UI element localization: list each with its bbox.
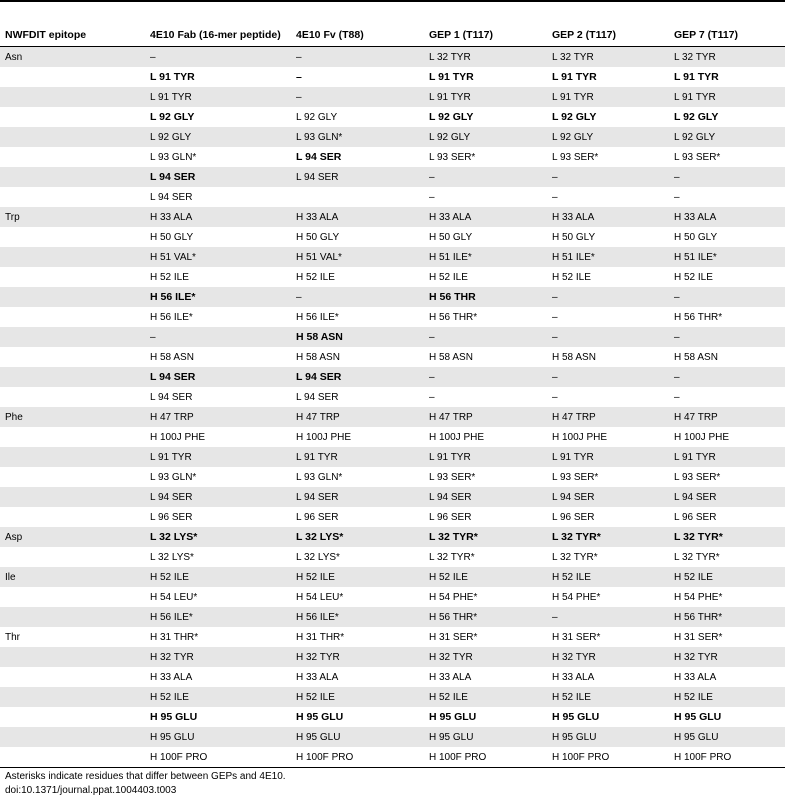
table-row bbox=[0, 587, 785, 607]
residue-cell: L 91 TYR bbox=[429, 71, 474, 83]
residue-cell: – bbox=[429, 391, 435, 403]
table-row bbox=[0, 647, 785, 667]
residue-cell: H 33 ALA bbox=[296, 671, 339, 683]
col-header: GEP 7 (T117) bbox=[669, 24, 785, 47]
epitope-cell bbox=[0, 467, 145, 487]
residue-cell: L 94 SER bbox=[145, 367, 291, 387]
residue-cell: – bbox=[547, 607, 669, 627]
residue-cell: H 31 THR* bbox=[150, 631, 199, 643]
residue-cell: H 31 SER* bbox=[429, 631, 478, 643]
residue-cell: L 93 GLN* bbox=[296, 471, 343, 483]
residue-cell: – bbox=[552, 311, 558, 323]
table-row bbox=[0, 487, 785, 507]
residue-cell: H 52 ILE bbox=[674, 271, 713, 283]
residue-cell: L 93 SER* bbox=[552, 151, 599, 163]
epitope-cell bbox=[0, 227, 145, 247]
residue-cell: H 56 THR* bbox=[674, 311, 723, 323]
residue-cell: – bbox=[145, 47, 291, 68]
residue-cell: H 56 ILE* bbox=[145, 607, 291, 627]
residue-cell: L 94 SER bbox=[291, 487, 424, 507]
residue-cell: H 51 VAL* bbox=[145, 247, 291, 267]
residue-cell: L 96 SER bbox=[150, 511, 193, 523]
doi-line: doi:10.1371/journal.ppat.1004403.t003 bbox=[5, 785, 177, 796]
table-row bbox=[0, 207, 785, 227]
residue-cell: H 52 ILE bbox=[547, 567, 669, 587]
residue-cell: H 33 ALA bbox=[669, 207, 785, 227]
residue-cell: H 56 ILE* bbox=[145, 287, 291, 307]
epitope-cell: Ile bbox=[0, 567, 145, 587]
residue-cell: H 52 ILE bbox=[669, 567, 785, 587]
residue-cell: L 94 SER bbox=[296, 151, 342, 163]
residue-cell: H 33 ALA bbox=[291, 207, 424, 227]
residue-cell: L 92 GLY bbox=[429, 111, 474, 123]
epitope-table bbox=[0, 24, 785, 768]
table-row bbox=[0, 307, 785, 327]
residue-cell: L 91 TYR bbox=[291, 447, 424, 467]
residue-cell: H 50 GLY bbox=[150, 231, 194, 243]
residue-cell: L 92 GLY bbox=[674, 111, 719, 123]
residue-cell: L 93 SER* bbox=[552, 471, 599, 483]
residue-cell: H 33 ALA bbox=[145, 207, 291, 227]
residue-cell: H 100J PHE bbox=[150, 431, 206, 443]
residue-cell: – bbox=[296, 71, 302, 83]
table-row bbox=[0, 47, 785, 68]
residue-cell: H 56 THR bbox=[424, 287, 547, 307]
table-body bbox=[0, 47, 785, 768]
residue-cell: H 56 THR* bbox=[669, 607, 785, 627]
epitope-cell bbox=[0, 167, 145, 187]
residue-cell: L 32 TYR bbox=[669, 47, 785, 68]
table-row bbox=[0, 87, 785, 107]
residue-cell: L 32 TYR* bbox=[669, 527, 785, 547]
residue-cell: H 56 THR* bbox=[429, 311, 478, 323]
residue-cell: – bbox=[669, 167, 785, 187]
residue-cell: H 52 ILE bbox=[429, 271, 468, 283]
col-header: GEP 1 (T117) bbox=[424, 24, 547, 47]
table-row bbox=[0, 747, 785, 768]
residue-cell: H 58 ASN bbox=[674, 351, 718, 363]
table-row bbox=[0, 687, 785, 707]
table-row bbox=[0, 167, 785, 187]
table-row bbox=[0, 247, 785, 267]
residue-cell: – bbox=[291, 47, 424, 68]
epitope-cell bbox=[0, 667, 145, 687]
epitope-cell bbox=[0, 187, 145, 207]
residue-cell: H 47 TRP bbox=[669, 407, 785, 427]
epitope-cell: Asn bbox=[0, 47, 145, 68]
epitope-cell bbox=[0, 327, 145, 347]
residue-cell bbox=[291, 187, 424, 207]
residue-cell: – bbox=[669, 287, 785, 307]
residue-cell: H 52 ILE bbox=[669, 687, 785, 707]
epitope-cell bbox=[0, 387, 145, 407]
residue-cell: H 47 TRP bbox=[424, 407, 547, 427]
residue-cell: L 92 GLY bbox=[424, 127, 547, 147]
table-row bbox=[0, 667, 785, 687]
residue-cell: H 31 THR* bbox=[296, 631, 345, 643]
residue-cell: L 94 SER bbox=[547, 487, 669, 507]
residue-cell: – bbox=[291, 287, 424, 307]
epitope-cell bbox=[0, 507, 145, 527]
residue-cell: – bbox=[145, 327, 291, 347]
residue-cell: L 92 GLY bbox=[669, 127, 785, 147]
residue-cell: – bbox=[669, 367, 785, 387]
residue-cell: L 32 TYR bbox=[424, 47, 547, 68]
residue-cell: L 91 TYR bbox=[547, 447, 669, 467]
residue-cell: L 91 TYR bbox=[552, 71, 597, 83]
residue-cell: – bbox=[424, 327, 547, 347]
table-row bbox=[0, 67, 785, 87]
epitope-cell bbox=[0, 487, 145, 507]
table-footnote: Asterisks indicate residues that differ between GEPs and 4E10. bbox=[5, 771, 286, 782]
residue-cell: – bbox=[547, 327, 669, 347]
epitope-cell bbox=[0, 267, 145, 287]
residue-cell: – bbox=[674, 391, 680, 403]
table-row bbox=[0, 387, 785, 407]
epitope-cell bbox=[0, 367, 145, 387]
residue-cell: H 100F PRO bbox=[145, 747, 291, 768]
table-row bbox=[0, 227, 785, 247]
residue-cell: H 95 GLU bbox=[669, 727, 785, 747]
table-row bbox=[0, 607, 785, 627]
residue-cell: H 52 ILE bbox=[424, 567, 547, 587]
residue-cell: H 33 ALA bbox=[424, 207, 547, 227]
residue-cell: H 47 TRP bbox=[291, 407, 424, 427]
residue-cell: H 58 ASN bbox=[429, 351, 473, 363]
residue-cell: H 50 GLY bbox=[296, 231, 340, 243]
residue-cell: – bbox=[424, 167, 547, 187]
residue-cell: H 33 ALA bbox=[429, 671, 472, 683]
residue-cell: L 96 SER bbox=[674, 511, 717, 523]
residue-cell: L 32 TYR* bbox=[429, 551, 475, 563]
residue-cell: L 92 GLY bbox=[547, 127, 669, 147]
residue-cell: – bbox=[547, 167, 669, 187]
epitope-cell bbox=[0, 107, 145, 127]
epitope-cell bbox=[0, 287, 145, 307]
residue-cell: L 91 TYR bbox=[145, 87, 291, 107]
residue-cell: L 32 TYR* bbox=[552, 551, 598, 563]
epitope-cell bbox=[0, 647, 145, 667]
residue-cell: H 58 ASN bbox=[291, 327, 424, 347]
residue-cell: – bbox=[547, 287, 669, 307]
residue-cell: L 32 LYS* bbox=[150, 551, 194, 563]
epitope-cell bbox=[0, 247, 145, 267]
residue-cell: H 51 ILE* bbox=[424, 247, 547, 267]
residue-cell: H 95 GLU bbox=[145, 727, 291, 747]
residue-cell: L 92 GLY bbox=[296, 111, 338, 123]
residue-cell: H 95 GLU bbox=[424, 727, 547, 747]
table-row bbox=[0, 467, 785, 487]
residue-cell: – bbox=[552, 391, 558, 403]
residue-cell: H 100J PHE bbox=[429, 431, 485, 443]
residue-cell: L 92 GLY bbox=[145, 127, 291, 147]
residue-cell: H 50 GLY bbox=[674, 231, 718, 243]
residue-cell: L 91 TYR bbox=[145, 447, 291, 467]
header-row bbox=[0, 24, 785, 47]
table-row bbox=[0, 507, 785, 527]
residue-cell: H 51 ILE* bbox=[547, 247, 669, 267]
epitope-cell bbox=[0, 707, 145, 727]
residue-cell: H 95 GLU bbox=[547, 727, 669, 747]
epitope-cell bbox=[0, 687, 145, 707]
residue-cell: L 94 SER bbox=[145, 487, 291, 507]
residue-cell: L 92 GLY bbox=[150, 111, 195, 123]
table-row bbox=[0, 367, 785, 387]
table-row bbox=[0, 427, 785, 447]
residue-cell: H 100F PRO bbox=[291, 747, 424, 768]
epitope-cell bbox=[0, 607, 145, 627]
residue-cell: H 33 ALA bbox=[552, 671, 595, 683]
residue-cell: H 54 LEU* bbox=[296, 591, 344, 603]
residue-cell: – bbox=[669, 327, 785, 347]
residue-cell: H 52 ILE bbox=[424, 687, 547, 707]
residue-cell: L 94 SER bbox=[291, 167, 424, 187]
residue-cell: – bbox=[291, 87, 424, 107]
residue-cell: L 93 GLN* bbox=[150, 471, 197, 483]
table-row bbox=[0, 327, 785, 347]
residue-cell: H 100J PHE bbox=[674, 431, 730, 443]
table-row bbox=[0, 127, 785, 147]
residue-cell: H 31 SER* bbox=[674, 631, 723, 643]
residue-cell: L 96 SER bbox=[296, 511, 339, 523]
residue-cell: H 54 PHE* bbox=[429, 591, 478, 603]
residue-cell: – bbox=[552, 191, 558, 203]
table-row bbox=[0, 107, 785, 127]
residue-cell: L 91 TYR bbox=[669, 447, 785, 467]
residue-cell: L 94 SER bbox=[145, 167, 291, 187]
table-row bbox=[0, 707, 785, 727]
residue-cell: H 33 ALA bbox=[150, 671, 193, 683]
residue-cell: L 93 SER* bbox=[674, 471, 721, 483]
residue-cell: H 52 ILE bbox=[145, 567, 291, 587]
epitope-cell bbox=[0, 427, 145, 447]
residue-cell: H 51 ILE* bbox=[669, 247, 785, 267]
table-row bbox=[0, 527, 785, 547]
epitope-cell: Phe bbox=[0, 407, 145, 427]
epitope-cell bbox=[0, 67, 145, 87]
top-rule bbox=[0, 0, 785, 2]
residue-cell: L 91 TYR bbox=[424, 87, 547, 107]
residue-cell: H 95 GLU bbox=[552, 711, 600, 723]
residue-cell: H 47 TRP bbox=[145, 407, 291, 427]
residue-cell: L 94 SER bbox=[150, 191, 193, 203]
epitope-cell bbox=[0, 87, 145, 107]
residue-cell: H 56 THR* bbox=[424, 607, 547, 627]
residue-cell: H 32 TYR bbox=[291, 647, 424, 667]
epitope-cell bbox=[0, 307, 145, 327]
residue-cell: L 32 TYR* bbox=[674, 551, 720, 563]
residue-cell: H 50 GLY bbox=[429, 231, 473, 243]
table-row bbox=[0, 567, 785, 587]
epitope-cell: Asp bbox=[0, 527, 145, 547]
col-header: 4E10 Fab (16-mer peptide) bbox=[145, 24, 291, 47]
residue-cell: H 47 TRP bbox=[547, 407, 669, 427]
residue-cell: H 95 GLU bbox=[150, 711, 198, 723]
residue-cell: H 54 PHE* bbox=[674, 591, 723, 603]
residue-cell: – bbox=[429, 191, 435, 203]
table-row bbox=[0, 147, 785, 167]
residue-cell: – bbox=[424, 367, 547, 387]
epitope-cell: Trp bbox=[0, 207, 145, 227]
residue-cell: H 52 ILE bbox=[291, 687, 424, 707]
residue-cell: H 32 TYR bbox=[145, 647, 291, 667]
residue-cell: L 32 LYS* bbox=[296, 551, 340, 563]
residue-cell: L 91 TYR bbox=[669, 87, 785, 107]
residue-cell: H 56 ILE* bbox=[150, 311, 193, 323]
residue-cell: H 95 GLU bbox=[296, 711, 344, 723]
residue-cell: H 95 GLU bbox=[429, 711, 477, 723]
epitope-cell bbox=[0, 587, 145, 607]
residue-cell: L 32 LYS* bbox=[291, 527, 424, 547]
epitope-cell bbox=[0, 147, 145, 167]
residue-cell: H 52 ILE bbox=[150, 271, 189, 283]
residue-cell: H 100F PRO bbox=[669, 747, 785, 768]
residue-cell: H 56 ILE* bbox=[296, 311, 339, 323]
residue-cell: H 32 TYR bbox=[547, 647, 669, 667]
residue-cell: L 91 TYR bbox=[674, 71, 719, 83]
residue-cell: H 54 PHE* bbox=[552, 591, 601, 603]
residue-cell: H 100F PRO bbox=[424, 747, 547, 768]
epitope-cell bbox=[0, 127, 145, 147]
residue-cell: H 52 ILE bbox=[296, 271, 335, 283]
epitope-cell: Thr bbox=[5, 631, 20, 643]
residue-cell: H 56 ILE* bbox=[291, 607, 424, 627]
table-row bbox=[0, 407, 785, 427]
residue-cell: H 52 ILE bbox=[145, 687, 291, 707]
residue-cell: H 52 ILE bbox=[552, 271, 591, 283]
table-row bbox=[0, 287, 785, 307]
residue-cell: H 100F PRO bbox=[547, 747, 669, 768]
residue-cell: L 93 SER* bbox=[429, 151, 476, 163]
residue-cell: H 52 ILE bbox=[547, 687, 669, 707]
residue-cell: H 100J PHE bbox=[552, 431, 608, 443]
residue-cell: L 93 GLN* bbox=[291, 127, 424, 147]
residue-cell: H 58 ASN bbox=[552, 351, 596, 363]
residue-cell: L 94 SER bbox=[150, 391, 193, 403]
residue-cell: L 32 TYR bbox=[547, 47, 669, 68]
residue-cell: L 91 TYR bbox=[547, 87, 669, 107]
epitope-cell bbox=[0, 447, 145, 467]
residue-cell: H 33 ALA bbox=[547, 207, 669, 227]
residue-cell: H 58 ASN bbox=[150, 351, 194, 363]
residue-cell: L 91 TYR bbox=[424, 447, 547, 467]
residue-cell: H 52 ILE bbox=[291, 567, 424, 587]
residue-cell: L 94 SER bbox=[291, 367, 424, 387]
residue-cell: H 54 LEU* bbox=[150, 591, 198, 603]
col-header: GEP 2 (T117) bbox=[547, 24, 669, 47]
residue-cell: H 32 TYR bbox=[424, 647, 547, 667]
residue-cell: H 95 GLU bbox=[674, 711, 722, 723]
residue-cell: L 94 SER bbox=[424, 487, 547, 507]
residue-cell: L 91 TYR bbox=[150, 71, 195, 83]
residue-cell: H 51 VAL* bbox=[291, 247, 424, 267]
table-row bbox=[0, 187, 785, 207]
epitope-cell bbox=[0, 727, 145, 747]
table-row bbox=[0, 627, 785, 647]
table-row bbox=[0, 347, 785, 367]
table-row bbox=[0, 267, 785, 287]
residue-cell: H 33 ALA bbox=[674, 671, 717, 683]
residue-cell: – bbox=[674, 191, 680, 203]
residue-cell: L 94 SER bbox=[296, 391, 339, 403]
residue-cell: H 58 ASN bbox=[296, 351, 340, 363]
table-row bbox=[0, 727, 785, 747]
residue-cell: H 100J PHE bbox=[296, 431, 352, 443]
residue-cell: H 31 SER* bbox=[552, 631, 601, 643]
epitope-cell bbox=[0, 547, 145, 567]
residue-cell: – bbox=[547, 367, 669, 387]
residue-cell: L 92 GLY bbox=[552, 111, 597, 123]
col-header: NWFDIT epitope bbox=[0, 24, 145, 47]
residue-cell: L 93 GLN* bbox=[150, 151, 197, 163]
table-row bbox=[0, 447, 785, 467]
residue-cell: H 32 TYR bbox=[669, 647, 785, 667]
residue-cell: L 94 SER bbox=[669, 487, 785, 507]
col-header: 4E10 Fv (T88) bbox=[291, 24, 424, 47]
residue-cell: H 50 GLY bbox=[552, 231, 596, 243]
epitope-cell bbox=[0, 747, 145, 768]
residue-cell: L 32 TYR* bbox=[547, 527, 669, 547]
residue-cell: H 95 GLU bbox=[291, 727, 424, 747]
residue-cell: L 32 TYR* bbox=[424, 527, 547, 547]
residue-cell: L 93 SER* bbox=[674, 151, 721, 163]
residue-cell: L 96 SER bbox=[429, 511, 472, 523]
table-row bbox=[0, 547, 785, 567]
residue-cell: L 96 SER bbox=[552, 511, 595, 523]
epitope-cell bbox=[0, 347, 145, 367]
residue-cell: L 93 SER* bbox=[429, 471, 476, 483]
residue-cell: L 32 LYS* bbox=[145, 527, 291, 547]
